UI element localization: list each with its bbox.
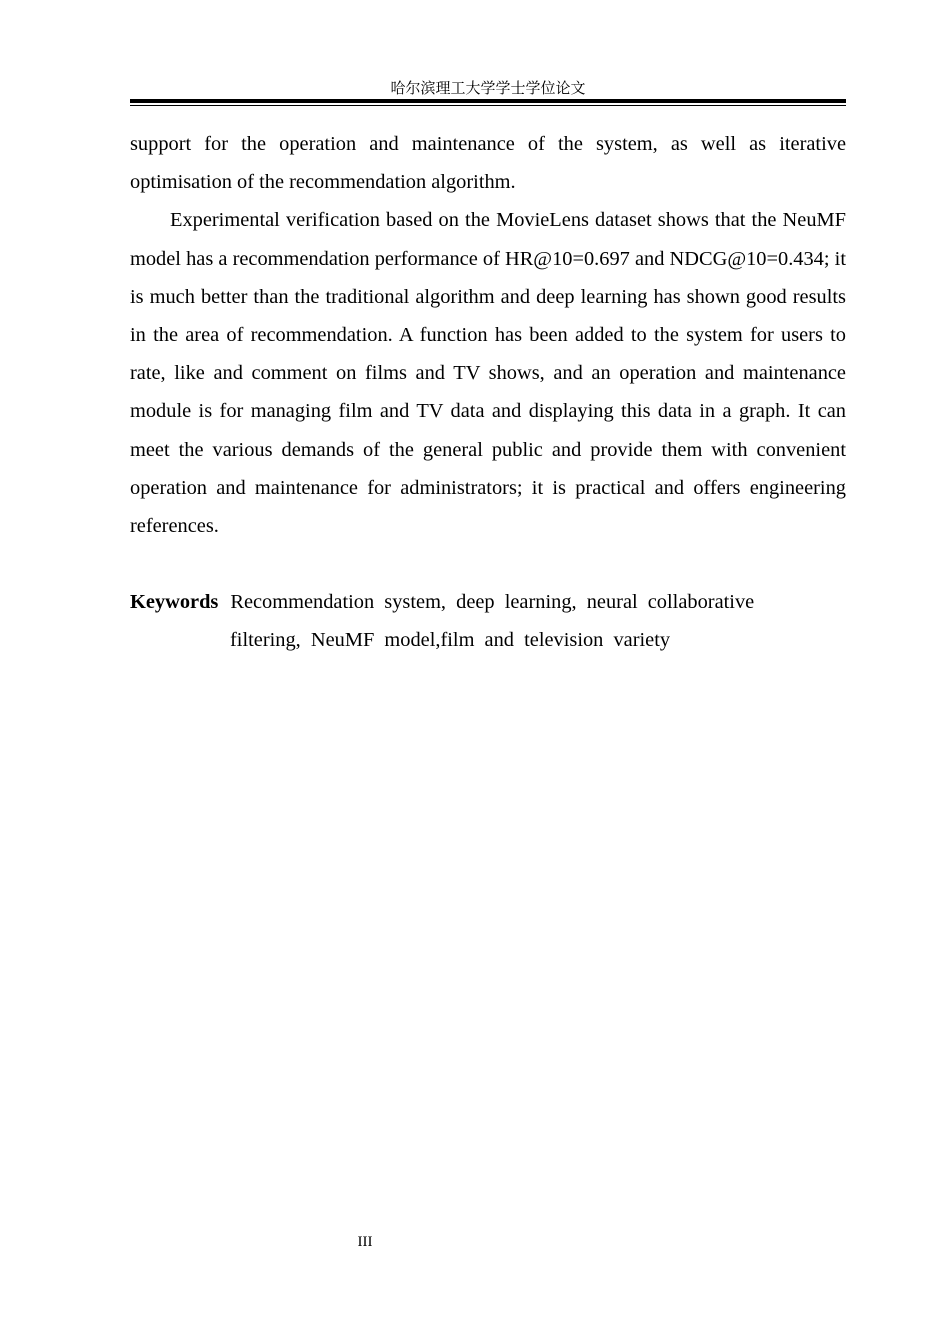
keywords-section (130, 583, 846, 659)
paragraph-continuation: support for the operation and maintenance of the system, as well as iterative optimisation of the recommendation algorithm. (130, 133, 846, 194)
page-number: III (357, 1234, 373, 1250)
abstract-body (130, 125, 846, 545)
header-rule-thin (130, 105, 846, 106)
keywords-label: Keywords (130, 591, 219, 613)
page-header: 哈尔滨理工大学学士学位论文 (390, 79, 586, 97)
keywords-line-1 (130, 583, 846, 621)
paragraph-results: Experimental verification based on the MovieLens dataset shows that the NeuMF model has a recommendation performance of HR@10=0.697 and NDCG@10=0.434; it is much better than the traditional algorithm and deep learning has shown good results in the area of recommendation. A function has been added to the system for users to rate, like and comment on films and TV shows, and an operation and maintenance module is for managing film and TV data and displaying this data in a graph. It can meet the various demands of the general public and provide them with convenient operation and maintenance for administrators; it is practical and offers engineering references. (130, 209, 846, 538)
keywords-text-1: Recommendation system, deep learning, neural collaborative (230, 591, 755, 613)
keywords-line-2: filtering, NeuMF model,film and television variety (230, 629, 671, 652)
header-rule-thick (130, 99, 846, 103)
